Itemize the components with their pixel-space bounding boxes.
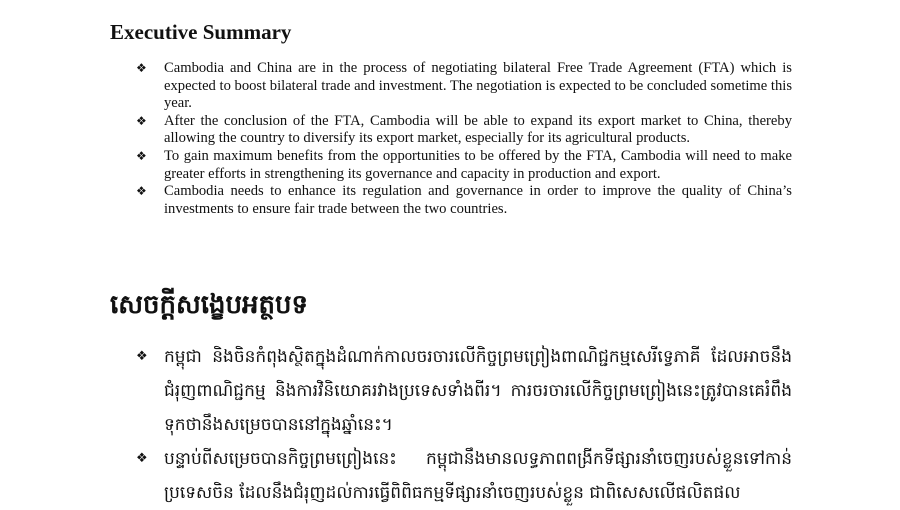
diamond-bullet-icon: ❖ — [136, 113, 147, 128]
diamond-bullet-icon: ❖ — [136, 184, 147, 199]
khmer-bullet-text: កម្ពុជា និងចិនកំពុងស្ថិតក្នុងដំណាក់កាលចរចារលើកិច្ចព្រមព្រៀងពាណិជ្ជកម្មសេរីទ្វេភាគី ដែលអាចនឹងជំរុញពាណិជ្ជកម្ម និងការវិនិយោគរវាងប្រទេសទាំងពីរ។ ការចរចារលើកិច្ចព្រមព្រៀងនេះត្រូវបានគេរំពឹងទុកថានឹងសម្រេចបាននៅក្នុងឆ្នាំនេះ។ — [164, 347, 792, 435]
khmer-bullet-text: បន្ទាប់ពីសម្រេចបានកិច្ចព្រមព្រៀងនេះ កម្ពុជានឹងមានលទ្ធភាពពង្រីកទីផ្សារនាំចេញរបស់ខ្លួនទៅកាន់ប្រទេសចិន ដែលនឹងជំរុញដល់ការធ្វើពិពិធកម្មទីផ្សារនាំចេញរបស់ខ្លួន ជាពិសេសលើផលិតផល — [164, 449, 792, 503]
diamond-bullet-icon: ❖ — [136, 451, 148, 466]
english-bullet-item — [136, 183, 792, 218]
diamond-bullet-icon: ❖ — [136, 148, 147, 163]
english-bullet-text: Cambodia needs to enhance its regulation and governance in order to improve the quality of China’s investments to ensure fair trade between the two countries. — [164, 183, 792, 217]
executive-summary-heading: Executive Summary — [110, 20, 292, 44]
khmer-bullet-list — [136, 340, 792, 510]
khmer-bullet-item — [136, 340, 792, 442]
english-bullet-item — [136, 148, 792, 183]
english-bullet-text: To gain maximum benefits from the opportunities to be offered by the FTA, Cambodia will need to make greater efforts in strengthening its governance and capacity in production and export. — [164, 147, 792, 182]
english-bullet-item — [136, 113, 792, 148]
english-bullet-text: After the conclusion of the FTA, Cambodia will be able to expand its export market to China, thereby allowing the country to diversify its export market, especially for its agricultural products. — [164, 112, 792, 147]
english-bullet-item — [136, 60, 792, 113]
khmer-summary-heading: សេចក្តីសង្ខេបអត្ថបទ — [110, 290, 309, 320]
english-bullet-list — [136, 60, 792, 218]
diamond-bullet-icon: ❖ — [136, 349, 148, 364]
diamond-bullet-icon: ❖ — [136, 61, 147, 75]
english-bullet-text: Cambodia and China are in the process of negotiating bilateral Free Trade Agreement (FTA) which is expected to boost bilateral trade and investment. The negotiation is expected to be concluded sometime this year. — [164, 60, 792, 112]
